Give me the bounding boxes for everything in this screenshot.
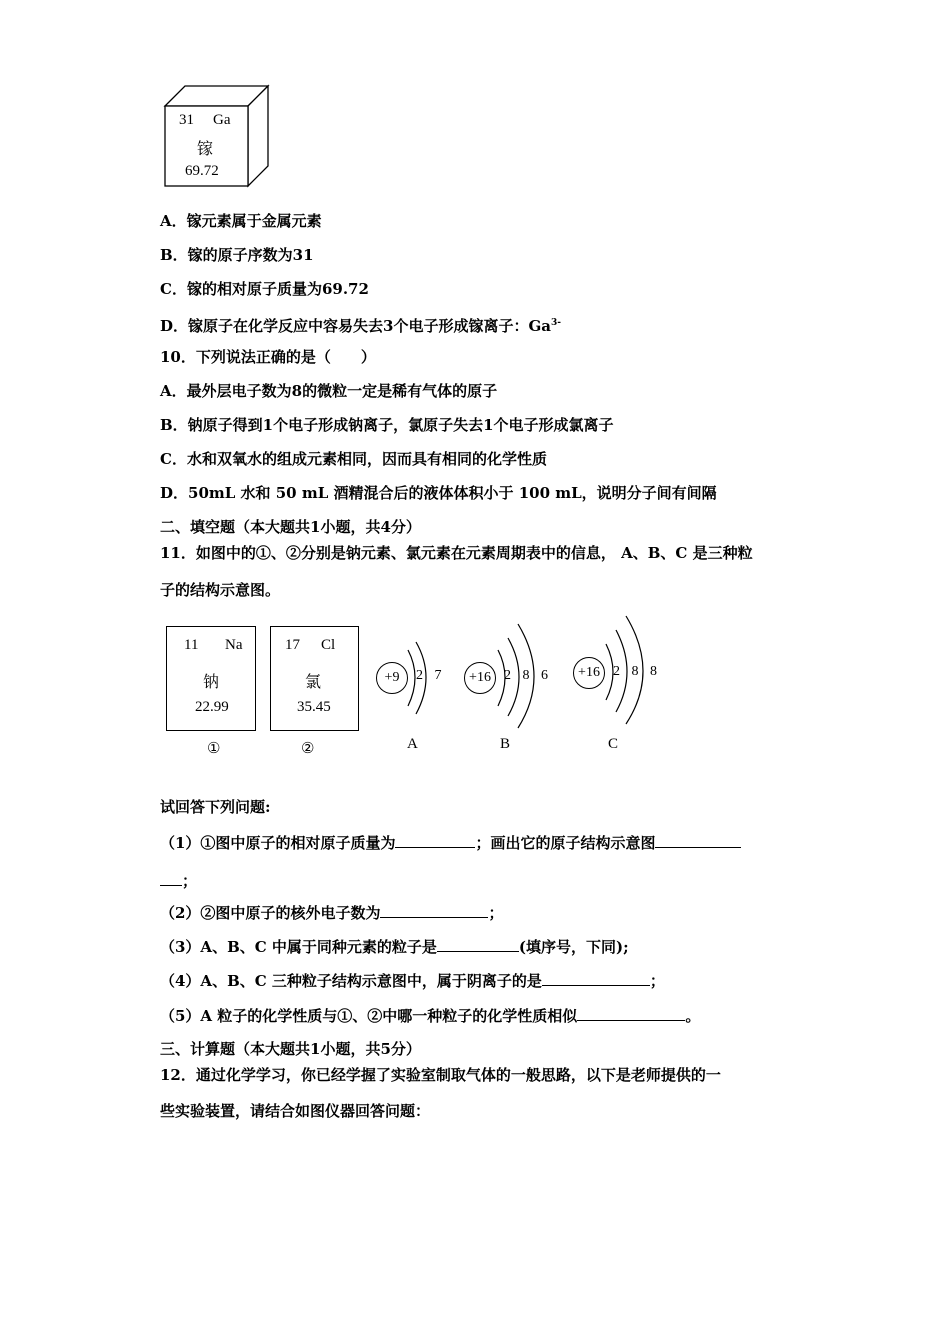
cl-mass: 35.45 bbox=[297, 699, 331, 715]
q11-sub5-blank[interactable] bbox=[577, 1005, 685, 1021]
particle-c-electrons: 2 8 8 bbox=[613, 664, 661, 679]
particle-b-label: B bbox=[500, 736, 511, 752]
q11-sub4 bbox=[160, 970, 665, 991]
ga-name: 镓 bbox=[197, 141, 214, 158]
section-fill-in: 二、填空题（本大题共1小题，共4分） bbox=[160, 518, 421, 536]
section-calculation: 三、计算题（本大题共1小题，共5分） bbox=[160, 1040, 421, 1058]
q9-option-b: B．镓的原子序数为31 bbox=[160, 246, 314, 264]
q11-sub5-end: 。 bbox=[685, 1007, 701, 1025]
q11-sub2-blank[interactable] bbox=[380, 902, 488, 918]
q9-option-a: A．镓元素属于金属元素 bbox=[160, 212, 322, 230]
na-mass: 22.99 bbox=[195, 699, 229, 715]
q10-option-b: B．钠原子得到1个电子形成钠离子，氯原子失去1个电子形成氯离子 bbox=[160, 416, 614, 434]
q10-option-d: D．50mL 水和 50 mL 酒精混合后的液体体积小于 100 mL，说明分子间有间隔 bbox=[160, 484, 717, 502]
q11-sub3-end: (填序号，下同); bbox=[518, 938, 629, 956]
particle-c-nucleus: +16 bbox=[573, 657, 605, 689]
q11-sub4-blank[interactable] bbox=[542, 970, 650, 986]
q12-line2: 些实验装置，请结合如图仪器回答问题： bbox=[160, 1102, 431, 1120]
ga-mass: 69.72 bbox=[185, 163, 219, 179]
ga-atomic-number: 31 bbox=[179, 112, 194, 128]
na-symbol: Na bbox=[225, 637, 243, 653]
q9-option-d-text: D．镓原子在化学反应中容易失去3个电子形成镓离子：Ga bbox=[160, 317, 551, 335]
q11-sub1-text-a: （1）①图中原子的相对原子质量为 bbox=[160, 834, 396, 852]
cl-symbol: Cl bbox=[321, 637, 336, 653]
q11-sub1-cont bbox=[160, 870, 197, 891]
q9-option-c: C．镓的相对原子质量为69.72 bbox=[160, 280, 369, 298]
q11-sub5-text: （5）A 粒子的化学性质与①、②中哪一种粒子的化学性质相似 bbox=[160, 1007, 578, 1025]
q10-option-a: A．最外层电子数为8的微粒一定是稀有气体的原子 bbox=[160, 382, 498, 400]
cl-name: 氯 bbox=[305, 674, 322, 691]
q11-sub1-blank-diagram[interactable] bbox=[655, 832, 741, 848]
q11-sub1-blank-diagram-cont[interactable] bbox=[160, 870, 182, 886]
ga-symbol: Ga bbox=[213, 112, 231, 128]
q11-sub3 bbox=[160, 936, 629, 957]
q11-sub1 bbox=[160, 832, 741, 853]
q11-sub1-blank-mass[interactable] bbox=[395, 832, 475, 848]
q11-sub4-end: ； bbox=[649, 972, 665, 990]
na-atomic-number: 11 bbox=[184, 637, 199, 653]
ga-ion-charge: 3- bbox=[550, 318, 561, 328]
particle-c-label: C bbox=[608, 736, 619, 752]
q10-option-c: C．水和双氧水的组成元素相同，因而具有相同的化学性质 bbox=[160, 450, 547, 468]
q11-sub2 bbox=[160, 902, 503, 923]
cl-atomic-number: 17 bbox=[285, 637, 300, 653]
cl-element-card bbox=[270, 626, 359, 731]
q11-prompt: 试回答下列问题: bbox=[160, 798, 271, 816]
q11-sub1-text-b: ；画出它的原子结构示意图 bbox=[475, 834, 656, 852]
particle-a-label: A bbox=[407, 736, 418, 752]
particle-a-electrons: 2 7 bbox=[416, 668, 446, 683]
q12-line1: 12．通过化学学习，你已经学握了实验室制取气体的一般思路，以下是老师提供的一 bbox=[160, 1066, 721, 1084]
q11-sub3-blank[interactable] bbox=[437, 936, 519, 952]
particle-b-electrons: 2 8 6 bbox=[504, 668, 552, 683]
q11-sub2-end: ； bbox=[488, 904, 504, 922]
na-caption: ① bbox=[207, 741, 221, 757]
particle-b-nucleus: +16 bbox=[464, 662, 496, 694]
particle-a-nucleus: +9 bbox=[376, 662, 408, 694]
na-name: 钠 bbox=[203, 674, 220, 691]
q11-sub5 bbox=[160, 1005, 700, 1026]
q11-stem-line2: 子的结构示意图。 bbox=[160, 581, 281, 599]
q11-sub4-text: （4）A、B、C 三种粒子结构示意图中，属于阴离子的是 bbox=[160, 972, 542, 990]
q11-sub2-text: （2）②图中原子的核外电子数为 bbox=[160, 904, 381, 922]
q9-option-d bbox=[160, 313, 561, 336]
q10-stem: 10．下列说法正确的是（ ） bbox=[160, 348, 376, 366]
q11-sub3-text: （3）A、B、C 中属于同种元素的粒子是 bbox=[160, 938, 437, 956]
q11-stem-line1: 11．如图中的①、②分别是钠元素、氯元素在元素周期表中的信息， A、B、C 是三种粒 bbox=[160, 544, 753, 562]
ga-element-card bbox=[165, 106, 248, 186]
na-element-card bbox=[166, 626, 256, 731]
cl-caption: ② bbox=[301, 741, 315, 757]
q11-sub1-end: ； bbox=[182, 872, 198, 890]
